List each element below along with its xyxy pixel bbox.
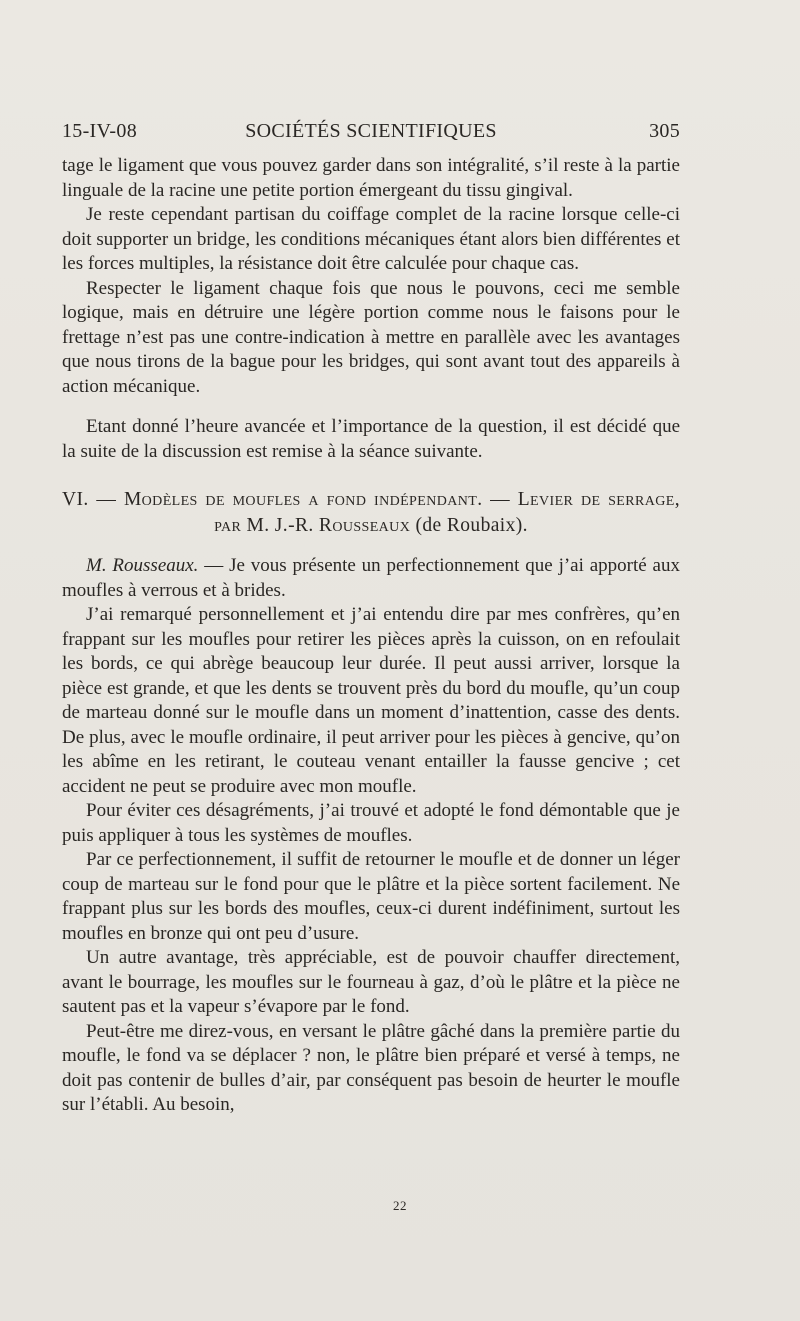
section-by: , par [214,489,680,536]
paragraph-presentation-text: — Je vous présente un perfectionnement que j’ai apporté aux moufles à verrous et à brides. [62,555,680,601]
header-date: 15-IV-08 [62,120,137,142]
page-number: 305 [649,120,680,142]
body-text [62,154,680,1118]
section-heading [62,487,680,539]
paragraph-adjournment: Etant donné l’heure avancée et l’importance de la question, il est décidé que la suite de la discussion est remise à la séance suivante. [62,416,680,462]
paragraph-continuation: tage le ligament que vous pouvez garder dans son intégralité, s’il reste à la partie linguale de la racine une petite portion émergeant du tissu gingival. [62,155,680,201]
section-dash: . — [477,489,518,510]
paragraph-avantage: Un autre avantage, très appréciable, est de pouvoir chauffer directement, avant le bourrage, les moufles sur le fourneau à gaz, d’où le plâtre et la pièce ne sautent pas et la vapeur s’évapore par le fond. [62,947,680,1017]
running-header [62,120,680,150]
section-title-part2: Levier de serrage [517,489,675,510]
author-place: (de Roubaix). [410,515,528,536]
author-initials: M. J.-R. [246,515,319,536]
author-name: Rousseaux [318,515,411,536]
paragraph-perfectionnement: Par ce perfectionnement, il suffit de retourner le moufle et de donner un léger coup de marteau sur le fond pour que le plâtre et la pièce sortent facilement. Ne frappant plus sur les bords des moufles, ceux-ci durent indéfiniment, surtout les moufles en bronze qui ont peu d’usure. [62,849,680,944]
paragraph-observations: J’ai remarqué personnellement et j’ai entendu dire par mes confrères, qu’en frappant sur les moufles pour retirer les pièces après la cuisson, on en refoulait les bords, ce qui abrège beaucoup leur durée. Il peut aussi arriver, lorsque la pièce est grande, et que les dents se trouvent près du bord du moufle, qu’un coup de marteau donné sur le moufle dans un moment d’inattention, casse des dents. De plus, avec le moufle ordinaire, il peut arriver pour les pièces à gencive, qu’on les abîme en les retirant, le couteau venant entailler la fausse gencive ; cet accident ne peut se produire avec mon moufle. [62,604,680,797]
paragraph-coiffage: Je reste cependant partisan du coiffage complet de la racine lorsque celle-ci doit supporter un bridge, les conditions mécaniques étant alors bien différentes et les forces multiples, la résistance doit être calculée pour chaque cas. [62,204,680,274]
speaker-name: M. Rousseaux. [86,555,199,576]
paragraph-presentation [62,554,680,603]
header-journal-title: SOCIÉTÉS SCIENTIFIQUES [245,120,497,142]
signature-mark: 22 [393,1198,407,1213]
section-title-part1: Modèles de moufles a fond indépendant [123,489,478,510]
paragraph-objection: Peut-être me direz-vous, en versant le plâtre gâché dans la première partie du moufle, le fond va se déplacer ? non, le plâtre bien préparé et versé à temps, ne doit pas contenir de bulles d’air, par conséquent pas besoin de heurter le moufle sur l’établi. Au besoin, [62,1020,680,1115]
section-dash: — [88,489,124,510]
paragraph-fond-demontable: Pour éviter ces désagréments, j’ai trouvé et adopté le fond démontable que je puis appliquer à tous les systèmes de moufles. [62,800,680,846]
section-number: VI. [62,489,89,510]
paragraph-ligament: Respecter le ligament chaque fois que nous le pouvons, ceci me semble logique, mais en détruire une légère portion comme nous le faisons pour le frettage n’est pas une contre-indication à mettre en parallèle avec les avantages que nous tirons de la bague pour les bridges, qui sont avant tout des appareils à action mécanique. [62,277,680,397]
